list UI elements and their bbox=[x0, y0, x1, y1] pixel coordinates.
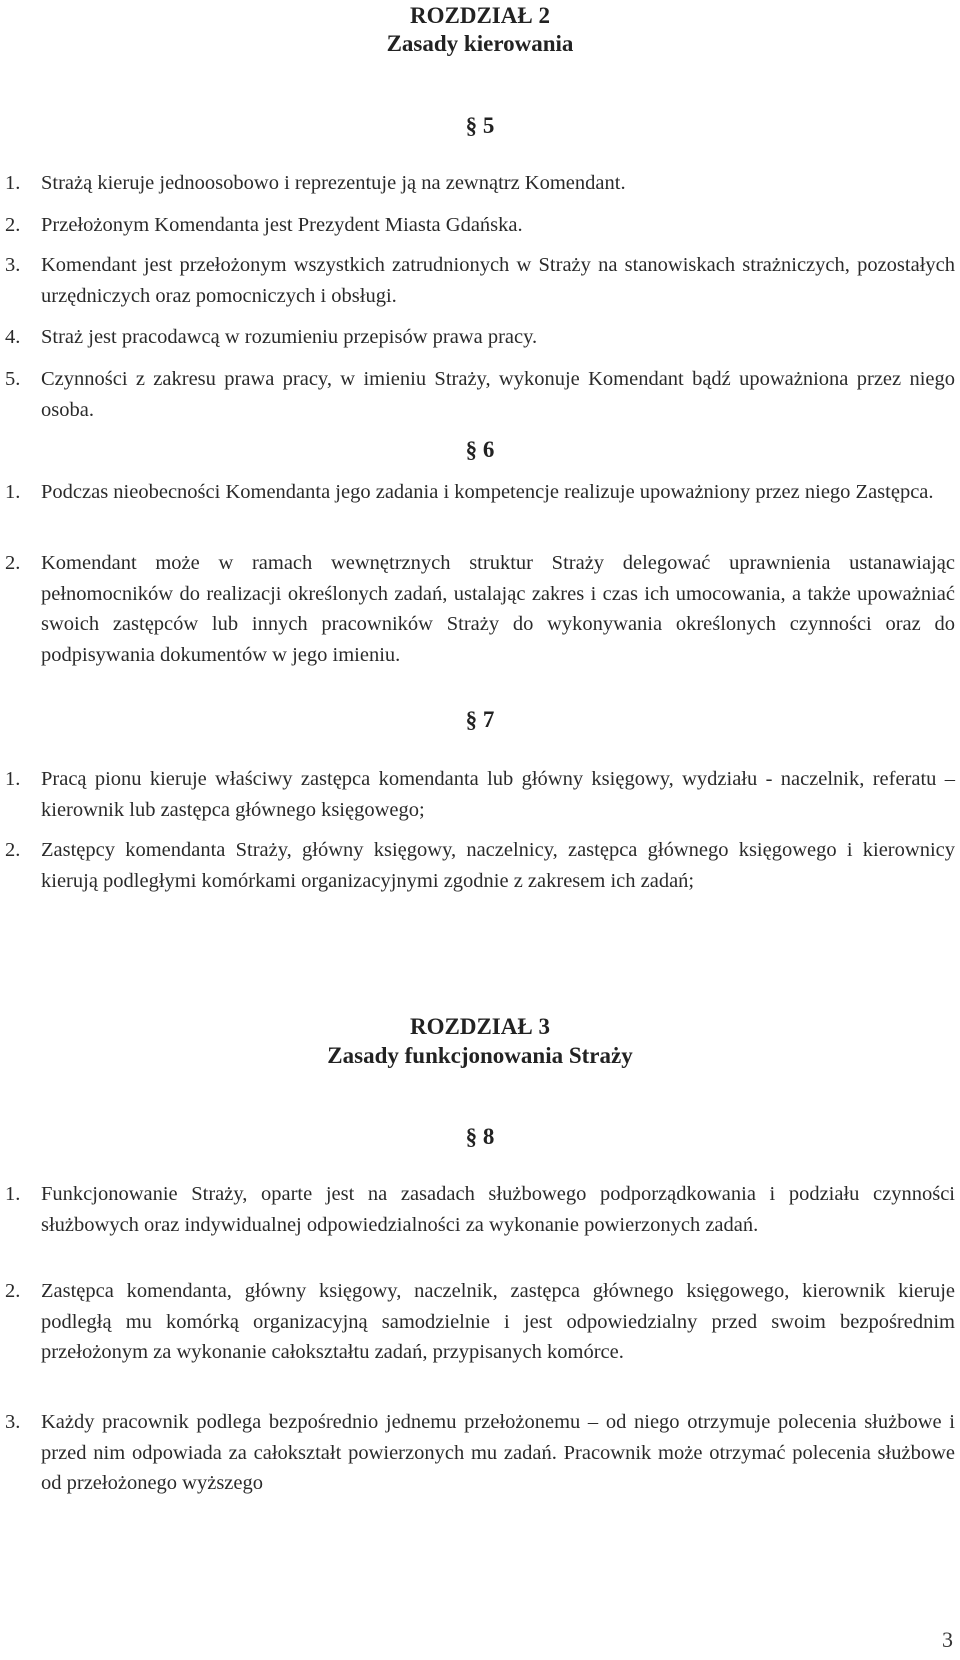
paragraph-8-mark: § 8 bbox=[465, 1124, 495, 1149]
paragraph-6-mark: § 6 bbox=[465, 437, 495, 462]
list-item bbox=[5, 1407, 955, 1499]
list-item bbox=[5, 764, 955, 825]
item-text: Każdy pracownik podlega bezpośrednio jednemu przełożonemu – od niego otrzymuje polecenia służbowe i przed nim odpowiada za całokształt powierzonych mu zadań. Pracownik może otrzymać polecenia służbowe od przełożonego wyższego bbox=[41, 1411, 955, 1494]
list-item bbox=[5, 322, 955, 353]
item-number: 2. bbox=[5, 214, 21, 236]
item-number: 1. bbox=[5, 1183, 21, 1205]
item-number: 4. bbox=[5, 326, 21, 348]
item-text: Zastępca komendanta, główny księgowy, naczelnik, zastępca głównego księgowego, kierownik kieruje podległą mu komórką organizacyjną samodzielnie i jest odpowiedzialny przed swoim bezpośrednim przełożonym za wykonanie całokształtu zadań, przypisanych komórce. bbox=[41, 1280, 955, 1363]
chapter-3-title: ROZDZIAŁ 3 bbox=[410, 1014, 550, 1039]
item-number: 2. bbox=[5, 839, 21, 861]
list-item bbox=[5, 210, 955, 241]
page-number: 3 bbox=[942, 1627, 953, 1652]
item-text: Funkcjonowanie Straży, oparte jest na zasadach służbowego podporządkowania i podziału czynności służbowych oraz indywidualnej odpowiedzialności za wykonanie powierzonych zadań. bbox=[41, 1183, 955, 1236]
item-number: 2. bbox=[5, 1280, 21, 1302]
chapter-2-title: ROZDZIAŁ 2 bbox=[410, 3, 550, 28]
item-text: Pracą pionu kieruje właściwy zastępca komendanta lub główny księgowy, wydziału - naczelnik, referatu – kierownik lub zastępca głównego księgowego; bbox=[41, 768, 955, 821]
list-item bbox=[5, 548, 955, 670]
item-text: Komendant może w ramach wewnętrznych struktur Straży delegować uprawnienia ustanawiając pełnomocników do realizacji określonych zadań, ustalając zakres i czas ich umocowania, a także upoważniać swoich zastępców lub innych pracowników Straży do wykonywania określonych czynności oraz do podpisywania dokumentów w jego imieniu. bbox=[41, 552, 955, 666]
item-text: Przełożonym Komendanta jest Prezydent Miasta Gdańska. bbox=[41, 214, 523, 236]
item-text: Straż jest pracodawcą w rozumieniu przepisów prawa pracy. bbox=[41, 326, 538, 348]
item-number: 1. bbox=[5, 172, 21, 194]
item-number: 1. bbox=[5, 481, 21, 503]
item-number: 2. bbox=[5, 552, 21, 574]
list-item bbox=[5, 1179, 955, 1240]
paragraph-5-mark: § 5 bbox=[465, 113, 495, 138]
list-item bbox=[5, 1276, 955, 1368]
list-item bbox=[5, 168, 955, 199]
paragraph-7-mark: § 7 bbox=[465, 707, 495, 732]
list-item bbox=[5, 835, 955, 896]
item-text: Podczas nieobecności Komendanta jego zadania i kompetencje realizuje upoważniony przez niego Zastępca. bbox=[41, 481, 934, 503]
list-item bbox=[5, 477, 955, 508]
item-number: 3. bbox=[5, 1411, 21, 1433]
item-text: Zastępcy komendanta Straży, główny księgowy, naczelnicy, zastępca głównego księgowego i kierownicy kierują podległymi komórkami organizacyjnymi zgodnie z zakresem ich zadań; bbox=[41, 839, 955, 892]
chapter-3-subtitle: Zasady funkcjonowania Straży bbox=[327, 1043, 633, 1068]
item-text: Czynności z zakresu prawa pracy, w imieniu Straży, wykonuje Komendant bądź upoważniona przez niego osoba. bbox=[41, 368, 955, 421]
chapter-2-subtitle: Zasady kierowania bbox=[386, 31, 574, 56]
list-item bbox=[5, 364, 955, 425]
item-text: Strażą kieruje jednoosobowo i reprezentuje ją na zewnątrz Komendant. bbox=[41, 172, 626, 194]
list-item bbox=[5, 250, 955, 311]
item-text: Komendant jest przełożonym wszystkich zatrudnionych w Straży na stanowiskach strażniczych, pozostałych urzędniczych oraz pomocniczych i obsługi. bbox=[41, 254, 955, 307]
item-number: 3. bbox=[5, 254, 21, 276]
item-number: 1. bbox=[5, 768, 21, 790]
item-number: 5. bbox=[5, 368, 21, 390]
